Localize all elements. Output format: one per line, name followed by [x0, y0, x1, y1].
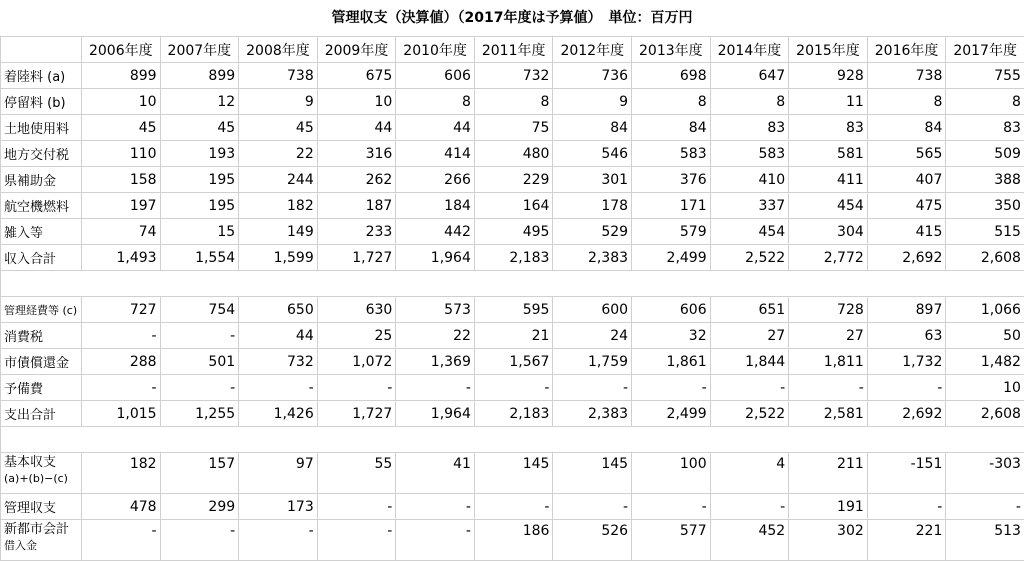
value-cell: 63: [867, 323, 946, 349]
value-cell: 407: [867, 167, 946, 193]
year-header: 2016年度: [867, 37, 946, 63]
row-label: 雑入等: [1, 219, 82, 245]
value-cell: 45: [239, 115, 318, 141]
row-label-sub: (a)+(b)−(c): [4, 471, 79, 487]
year-header: 2010年度: [396, 37, 475, 63]
row-label: 地方交付税: [1, 141, 82, 167]
value-cell: -: [867, 375, 946, 401]
header-row: [1, 37, 1024, 63]
value-cell: -: [553, 494, 632, 520]
value-cell: 4: [710, 453, 789, 494]
value-cell: 211: [789, 453, 868, 494]
value-cell: 388: [946, 167, 1024, 193]
value-cell: 2,183: [474, 401, 553, 427]
value-cell: 415: [867, 219, 946, 245]
value-cell: 100: [632, 453, 711, 494]
value-cell: 647: [710, 63, 789, 89]
value-cell: 22: [396, 323, 475, 349]
value-cell: 8: [710, 89, 789, 115]
value-cell: 579: [632, 219, 711, 245]
value-cell: 1,727: [317, 401, 396, 427]
value-cell: 454: [789, 193, 868, 219]
year-header: 2008年度: [239, 37, 318, 63]
value-cell: 10: [82, 89, 161, 115]
value-cell: 8: [867, 89, 946, 115]
value-cell: 8: [632, 89, 711, 115]
value-cell: 738: [867, 63, 946, 89]
value-cell: -: [710, 494, 789, 520]
value-cell: -: [632, 375, 711, 401]
value-cell: 526: [553, 520, 632, 561]
value-cell: -: [82, 520, 161, 561]
value-cell: 229: [474, 167, 553, 193]
value-cell: 10: [317, 89, 396, 115]
value-cell: -: [710, 375, 789, 401]
value-cell: 337: [710, 193, 789, 219]
value-cell: 84: [553, 115, 632, 141]
value-cell: 698: [632, 63, 711, 89]
budget-table: [0, 36, 1024, 561]
value-cell: 157: [160, 453, 239, 494]
value-cell: 515: [946, 219, 1024, 245]
value-cell: 513: [946, 520, 1024, 561]
value-cell: 8: [946, 89, 1024, 115]
value-cell: 11: [789, 89, 868, 115]
value-cell: 581: [789, 141, 868, 167]
corner-cell: [1, 37, 82, 63]
value-cell: -: [553, 375, 632, 401]
basic-balance-row: [1, 453, 1024, 494]
value-cell: 1,964: [396, 245, 475, 271]
row-label: 県補助金: [1, 167, 82, 193]
value-cell: 478: [82, 494, 161, 520]
new-city-loan-row: [1, 520, 1024, 561]
value-cell: 414: [396, 141, 475, 167]
value-cell: 546: [553, 141, 632, 167]
value-cell: 899: [160, 63, 239, 89]
value-cell: 304: [789, 219, 868, 245]
value-cell: 149: [239, 219, 318, 245]
value-cell: 754: [160, 297, 239, 323]
value-cell: 2,581: [789, 401, 868, 427]
value-cell: 9: [553, 89, 632, 115]
value-cell: 32: [632, 323, 711, 349]
value-cell: 1,255: [160, 401, 239, 427]
expense-row: [1, 349, 1024, 375]
value-cell: 164: [474, 193, 553, 219]
value-cell: 595: [474, 297, 553, 323]
value-cell: 1,554: [160, 245, 239, 271]
value-cell: 1,482: [946, 349, 1024, 375]
value-cell: -: [160, 323, 239, 349]
value-cell: -: [396, 375, 475, 401]
value-cell: 442: [396, 219, 475, 245]
value-cell: 2,183: [474, 245, 553, 271]
value-cell: 2,608: [946, 245, 1024, 271]
value-cell: 83: [946, 115, 1024, 141]
value-cell: -: [474, 494, 553, 520]
value-cell: 2,383: [553, 245, 632, 271]
value-cell: 736: [553, 63, 632, 89]
row-label: [1, 520, 82, 561]
value-cell: 583: [710, 141, 789, 167]
value-cell: 84: [632, 115, 711, 141]
value-cell: 197: [82, 193, 161, 219]
value-cell: 299: [160, 494, 239, 520]
value-cell: -: [789, 375, 868, 401]
value-cell: 577: [632, 520, 711, 561]
row-label: 市債償還金: [1, 349, 82, 375]
value-cell: 727: [82, 297, 161, 323]
value-cell: 145: [474, 453, 553, 494]
row-label: 着陸料 (a): [1, 63, 82, 89]
row-label: 支出合計: [1, 401, 82, 427]
value-cell: 454: [710, 219, 789, 245]
value-cell: 509: [946, 141, 1024, 167]
revenue-row: [1, 219, 1024, 245]
value-cell: 411: [789, 167, 868, 193]
value-cell: -: [632, 494, 711, 520]
value-cell: 1,426: [239, 401, 318, 427]
value-cell: 27: [710, 323, 789, 349]
value-cell: 732: [474, 63, 553, 89]
value-cell: 2,608: [946, 401, 1024, 427]
value-cell: 74: [82, 219, 161, 245]
year-header: 2017年度: [946, 37, 1024, 63]
value-cell: -: [239, 520, 318, 561]
value-cell: 50: [946, 323, 1024, 349]
value-cell: -151: [867, 453, 946, 494]
value-cell: 55: [317, 453, 396, 494]
value-cell: 221: [867, 520, 946, 561]
row-label: 停留料 (b): [1, 89, 82, 115]
revenue-row: [1, 115, 1024, 141]
value-cell: 173: [239, 494, 318, 520]
page-title: 管理収支（決算値）（2017年度は予算値） 単位：百万円: [0, 0, 1024, 36]
value-cell: -: [317, 520, 396, 561]
value-cell: 1,599: [239, 245, 318, 271]
value-cell: -: [867, 494, 946, 520]
value-cell: 573: [396, 297, 475, 323]
spacer-row: [1, 427, 1024, 453]
value-cell: 650: [239, 297, 318, 323]
value-cell: 600: [553, 297, 632, 323]
value-cell: 191: [789, 494, 868, 520]
value-cell: 1,844: [710, 349, 789, 375]
value-cell: 1,861: [632, 349, 711, 375]
value-cell: 1,066: [946, 297, 1024, 323]
row-label: 予備費: [1, 375, 82, 401]
value-cell: 495: [474, 219, 553, 245]
revenue-row: [1, 89, 1024, 115]
revenue-row: [1, 193, 1024, 219]
value-cell: 732: [239, 349, 318, 375]
value-cell: 44: [317, 115, 396, 141]
value-cell: 301: [553, 167, 632, 193]
expense-row: [1, 401, 1024, 427]
value-cell: 41: [396, 453, 475, 494]
row-label: 航空機燃料: [1, 193, 82, 219]
value-cell: 928: [789, 63, 868, 89]
value-cell: 22: [239, 141, 318, 167]
row-label: 管理経費等 (c): [1, 297, 82, 323]
value-cell: 606: [632, 297, 711, 323]
value-cell: 475: [867, 193, 946, 219]
value-cell: 21: [474, 323, 553, 349]
year-header: 2015年度: [789, 37, 868, 63]
value-cell: 83: [710, 115, 789, 141]
revenue-row: [1, 141, 1024, 167]
value-cell: 12: [160, 89, 239, 115]
value-cell: 45: [82, 115, 161, 141]
value-cell: 529: [553, 219, 632, 245]
value-cell: 27: [789, 323, 868, 349]
year-header: 2012年度: [553, 37, 632, 63]
value-cell: 1,493: [82, 245, 161, 271]
value-cell: -: [82, 323, 161, 349]
value-cell: 738: [239, 63, 318, 89]
value-cell: 1,567: [474, 349, 553, 375]
value-cell: 182: [82, 453, 161, 494]
value-cell: 24: [553, 323, 632, 349]
value-cell: 171: [632, 193, 711, 219]
value-cell: 897: [867, 297, 946, 323]
value-cell: 2,522: [710, 401, 789, 427]
value-cell: 184: [396, 193, 475, 219]
value-cell: -: [317, 494, 396, 520]
value-cell: 97: [239, 453, 318, 494]
value-cell: 15: [160, 219, 239, 245]
value-cell: 2,522: [710, 245, 789, 271]
value-cell: 1,759: [553, 349, 632, 375]
value-cell: 1,732: [867, 349, 946, 375]
value-cell: 2,499: [632, 245, 711, 271]
row-label: [1, 453, 82, 494]
value-cell: 9: [239, 89, 318, 115]
row-label-main: 管理収支: [4, 501, 56, 516]
value-cell: 262: [317, 167, 396, 193]
revenue-row: [1, 63, 1024, 89]
value-cell: 651: [710, 297, 789, 323]
value-cell: 1,015: [82, 401, 161, 427]
value-cell: -: [239, 375, 318, 401]
row-label: 収入合計: [1, 245, 82, 271]
spacer-cell: [1, 427, 1024, 453]
value-cell: 583: [632, 141, 711, 167]
value-cell: 10: [946, 375, 1024, 401]
value-cell: -: [160, 375, 239, 401]
value-cell: 186: [474, 520, 553, 561]
value-cell: 25: [317, 323, 396, 349]
value-cell: 75: [474, 115, 553, 141]
value-cell: 899: [82, 63, 161, 89]
value-cell: 145: [553, 453, 632, 494]
row-label-main: 基本収支: [4, 455, 56, 470]
year-header: 2014年度: [710, 37, 789, 63]
value-cell: 84: [867, 115, 946, 141]
value-cell: 158: [82, 167, 161, 193]
value-cell: 302: [789, 520, 868, 561]
value-cell: 316: [317, 141, 396, 167]
value-cell: 45: [160, 115, 239, 141]
value-cell: 410: [710, 167, 789, 193]
year-header: 2007年度: [160, 37, 239, 63]
row-label: 消費税: [1, 323, 82, 349]
value-cell: 195: [160, 193, 239, 219]
value-cell: 2,499: [632, 401, 711, 427]
value-cell: -: [317, 375, 396, 401]
value-cell: -: [946, 494, 1024, 520]
expense-row: [1, 375, 1024, 401]
value-cell: 452: [710, 520, 789, 561]
value-cell: 1,964: [396, 401, 475, 427]
value-cell: 1,727: [317, 245, 396, 271]
row-label-main: 新都市会計: [4, 522, 69, 537]
value-cell: 244: [239, 167, 318, 193]
value-cell: 350: [946, 193, 1024, 219]
value-cell: 675: [317, 63, 396, 89]
year-header: 2006年度: [82, 37, 161, 63]
value-cell: 565: [867, 141, 946, 167]
value-cell: 376: [632, 167, 711, 193]
value-cell: 8: [396, 89, 475, 115]
year-header: 2009年度: [317, 37, 396, 63]
spacer-cell: [1, 271, 1024, 297]
value-cell: 83: [789, 115, 868, 141]
value-cell: 288: [82, 349, 161, 375]
spacer-row: [1, 271, 1024, 297]
value-cell: 44: [239, 323, 318, 349]
value-cell: 44: [396, 115, 475, 141]
management-balance-row: [1, 494, 1024, 520]
value-cell: 480: [474, 141, 553, 167]
year-header: 2013年度: [632, 37, 711, 63]
expense-row: [1, 297, 1024, 323]
value-cell: 193: [160, 141, 239, 167]
value-cell: 8: [474, 89, 553, 115]
value-cell: 187: [317, 193, 396, 219]
revenue-row: [1, 245, 1024, 271]
value-cell: -303: [946, 453, 1024, 494]
row-label-sub: 借入金: [4, 538, 79, 554]
revenue-row: [1, 167, 1024, 193]
value-cell: 1,811: [789, 349, 868, 375]
value-cell: 182: [239, 193, 318, 219]
value-cell: -: [160, 520, 239, 561]
value-cell: 501: [160, 349, 239, 375]
value-cell: -: [82, 375, 161, 401]
value-cell: 2,772: [789, 245, 868, 271]
value-cell: 233: [317, 219, 396, 245]
value-cell: 2,692: [867, 245, 946, 271]
value-cell: 266: [396, 167, 475, 193]
value-cell: 755: [946, 63, 1024, 89]
value-cell: -: [396, 520, 475, 561]
value-cell: -: [396, 494, 475, 520]
row-label: [1, 494, 82, 520]
value-cell: 1,369: [396, 349, 475, 375]
value-cell: 606: [396, 63, 475, 89]
value-cell: 195: [160, 167, 239, 193]
value-cell: 1,072: [317, 349, 396, 375]
year-header: 2011年度: [474, 37, 553, 63]
value-cell: 178: [553, 193, 632, 219]
expense-row: [1, 323, 1024, 349]
value-cell: 728: [789, 297, 868, 323]
row-label: 土地使用料: [1, 115, 82, 141]
value-cell: -: [474, 375, 553, 401]
value-cell: 630: [317, 297, 396, 323]
value-cell: 110: [82, 141, 161, 167]
value-cell: 2,383: [553, 401, 632, 427]
value-cell: 2,692: [867, 401, 946, 427]
